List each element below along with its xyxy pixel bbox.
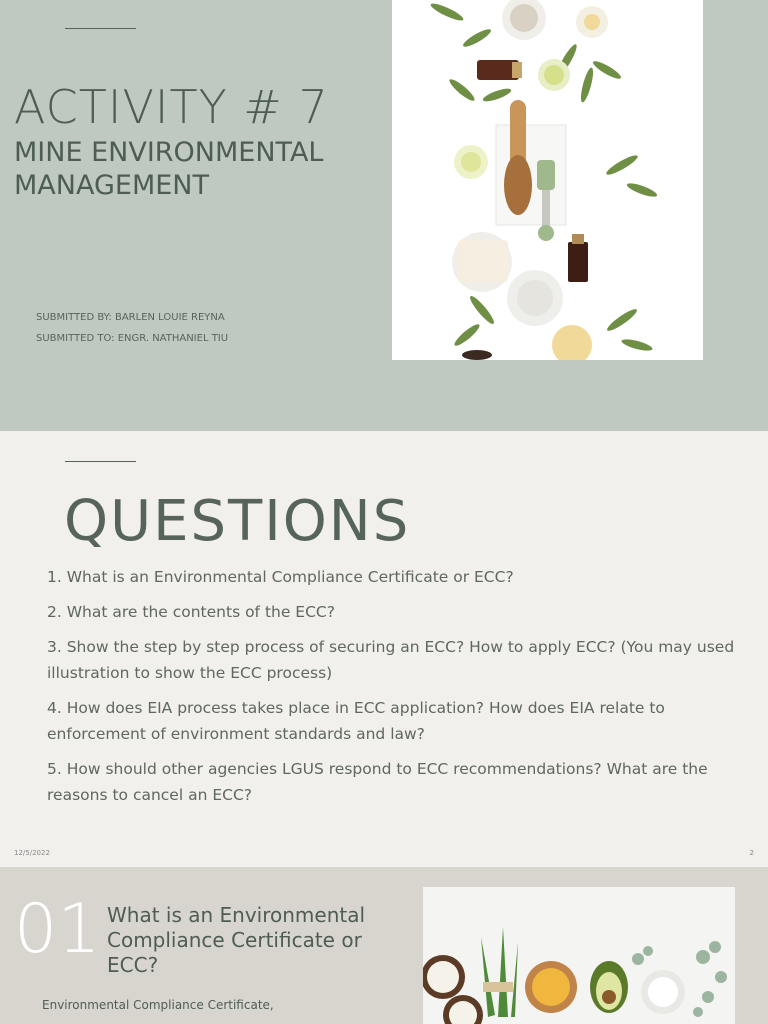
section-slide bbox=[0, 867, 768, 1024]
activity-title: ACTIVITY # 7 bbox=[14, 80, 329, 134]
cosmetics-photo bbox=[392, 0, 703, 360]
subtitle-line-2: MANAGEMENT bbox=[14, 170, 209, 201]
title-slide bbox=[0, 0, 768, 431]
natural-products-illustration bbox=[423, 887, 735, 1024]
activity-subtitle bbox=[14, 136, 323, 202]
slide-date: 12/5/2022 bbox=[14, 849, 50, 857]
cosmetics-illustration bbox=[392, 0, 703, 360]
question-item: 4. How does EIA process takes place in ECC application? How does EIA relate to enforcement of environment standards and law? bbox=[47, 699, 665, 743]
question-item: 1. What is an Environmental Compliance Certificate or ECC? bbox=[47, 568, 514, 586]
submitted-by: SUBMITTED BY: BARLEN LOUIE REYNA bbox=[36, 312, 225, 323]
question-item: 5. How should other agencies LGUS respond to ECC recommendations? What are the reasons to cancel an ECC? bbox=[47, 760, 708, 804]
natural-products-photo bbox=[423, 887, 735, 1024]
questions-title: QUESTIONS bbox=[64, 489, 411, 554]
section-number: 01 bbox=[14, 890, 101, 969]
section-heading: What is an Environmental Compliance Certificate or ECC? bbox=[107, 903, 366, 977]
decorative-rule bbox=[65, 28, 136, 29]
section-body: Environmental Compliance Certificate, bbox=[42, 998, 274, 1012]
questions-slide bbox=[0, 433, 768, 865]
questions-list bbox=[47, 564, 752, 817]
question-item: 2. What are the contents of the ECC? bbox=[47, 603, 335, 621]
slide-number: 2 bbox=[749, 849, 754, 857]
question-item: 3. Show the step by step process of securing an ECC? How to apply ECC? (You may used illustration to show the ECC process) bbox=[47, 638, 735, 682]
submitted-to: SUBMITTED TO: ENGR. NATHANIEL TIU bbox=[36, 333, 229, 344]
subtitle-line-1: MINE ENVIRONMENTAL bbox=[14, 137, 324, 168]
decorative-rule bbox=[65, 461, 136, 462]
